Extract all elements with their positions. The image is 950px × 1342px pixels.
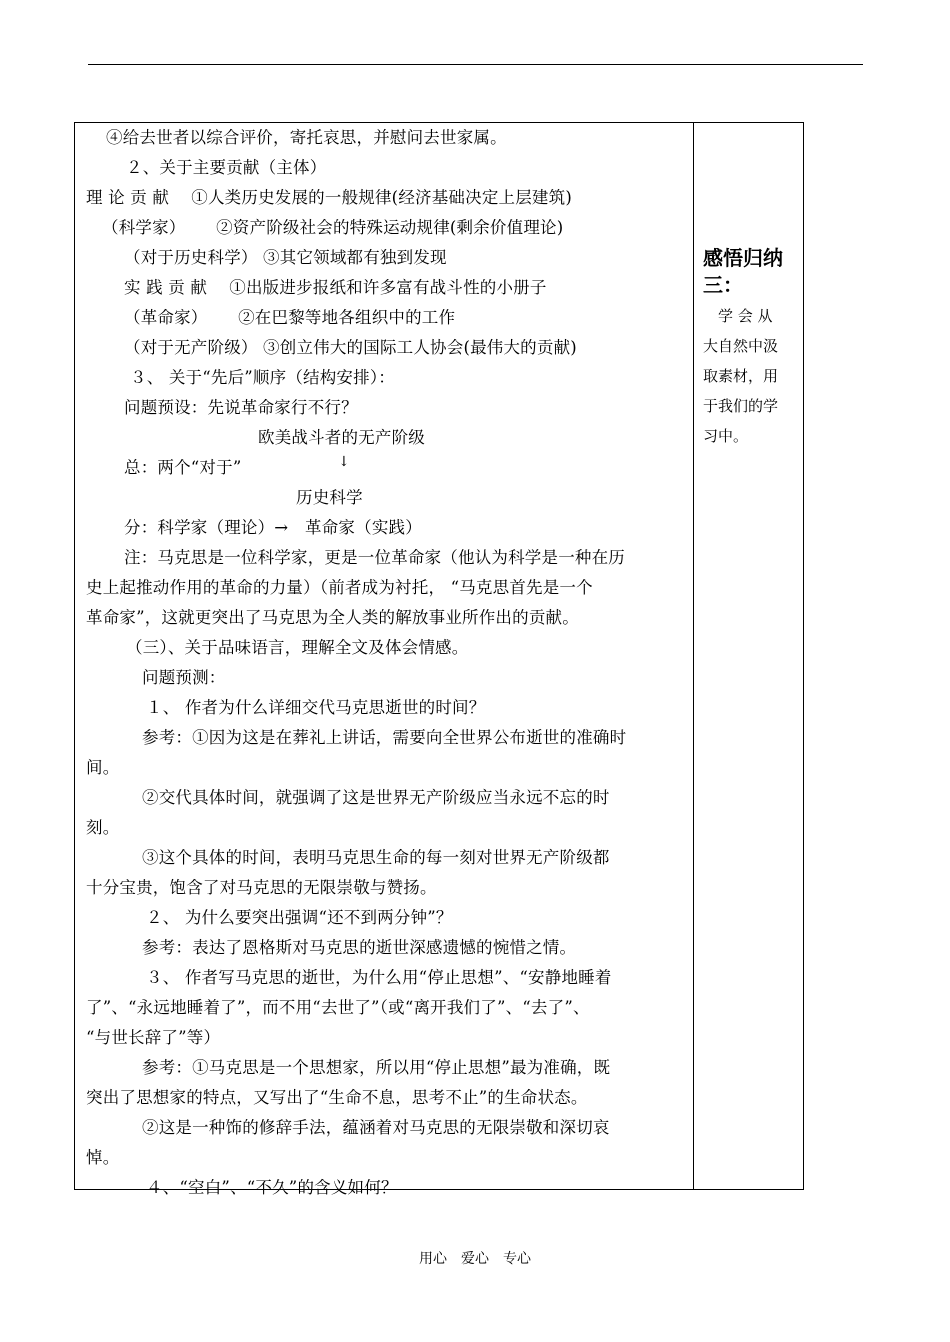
side-text-line: 于我们的学 [703,397,779,415]
text-line: １、 作者为什么详细交代马克思逝世的时间？ [146,698,486,717]
text-line: ２、 为什么要突出强调“还不到两分钟”？ [146,908,453,927]
side-title [703,245,783,299]
text-line: 革命家”，这就更突出了马克思为全人类的解放事业所作出的贡献。 [86,608,579,627]
side-text-line: 大自然中汲 [703,337,779,355]
side-title-line-1: 感悟归纳 [703,246,783,270]
text-line: （三）、关于品味语言，理解全文及体会情感。 [126,638,469,657]
text-line: ②交代具体时间，就强调了这是世界无产阶级应当永远不忘的时 [142,788,610,807]
text-line: 参考：①因为这是在葬礼上讲话，需要向全世界公布逝世的准确时 [142,728,627,747]
header-rule [88,64,863,65]
text-line: 历史科学 [296,488,363,507]
text-line: 欧美战斗者的无产阶级 [258,428,425,447]
text-line: 悼。 [86,1148,120,1167]
text-line: 理 论 贡 献 ①人类历史发展的一般规律(经济基础决定上层建筑) [86,188,572,207]
text-line: 间。 [86,758,120,777]
text-line: 问题预测： [142,668,226,687]
text-line: 参考：表达了恩格斯对马克思的逝世深感遗憾的惋惜之情。 [142,938,577,957]
text-line: ３、 关于“先后”顺序（结构安排）： [130,368,395,387]
text-line: （对于历史科学） ③其它领域都有独到发现 [124,248,447,267]
text-line: ２、关于主要贡献（主体） [126,158,327,177]
text-line: 分：科学家（理论）→ 革命家（实践） [124,518,422,537]
page-footer: 用心 爱心 专心 [419,1251,531,1267]
text-line: ４、“空白”、“不久”的含义如何？ [146,1178,398,1197]
text-line: ②这是一种饰的修辞手法，蕴涵着对马克思的无限崇敬和深切哀 [142,1118,610,1137]
side-title-line-2: 三： [703,273,743,297]
text-line: 刻。 [86,818,120,837]
side-text-line: 学 会 从 [703,307,773,325]
text-line: （对于无产阶级） ③创立伟大的国际工人协会(最伟大的贡献) [124,338,577,357]
text-line: 了”、“永远地睡着了”，而不用“去世了”（或“离开我们了”、“去了”、 [86,998,590,1017]
text-line: “与世长辞了”等） [86,1028,221,1047]
text-line: 十分宝贵，饱含了对马克思的无限崇敬与赞扬。 [86,878,437,897]
side-text-line: 取素材，用 [703,367,779,385]
text-line: （科学家） ②资产阶级社会的特殊运动规律(剩余价值理论) [102,218,564,237]
text-line: 实 践 贡 献 ①出版进步报纸和许多富有战斗性的小册子 [124,278,547,297]
text-line: 总：两个“对于” [124,458,242,477]
text-line: ③这个具体的时间，表明马克思生命的每一刻对世界无产阶级都 [142,848,610,867]
text-line: 参考：①马克思是一个思想家，所以用“停止思想”最为准确，既 [142,1058,611,1077]
table-column-divider [693,122,694,1190]
text-line: ④给去世者以综合评价，寄托哀思，并慰问去世家属。 [106,128,507,147]
text-line: 突出了思想家的特点，又写出了“生命不息，思考不止”的生命状态。 [86,1088,588,1107]
down-arrow: ↓ [338,454,350,470]
text-line: 史上起推动作用的革命的力量）（前者成为衬托， “马克思首先是一个 [86,578,593,597]
side-text-line: 习中。 [703,427,749,445]
text-line: 注：马克思是一位科学家，更是一位革命家（他认为科学是一种在历 [124,548,625,567]
text-line: ３、 作者写马克思的逝世，为什么用“停止思想”、“安静地睡着 [146,968,612,987]
text-line: 问题预设：先说革命家行不行？ [124,398,358,417]
text-line: （革命家） ②在巴黎等地各组织中的工作 [124,308,456,327]
